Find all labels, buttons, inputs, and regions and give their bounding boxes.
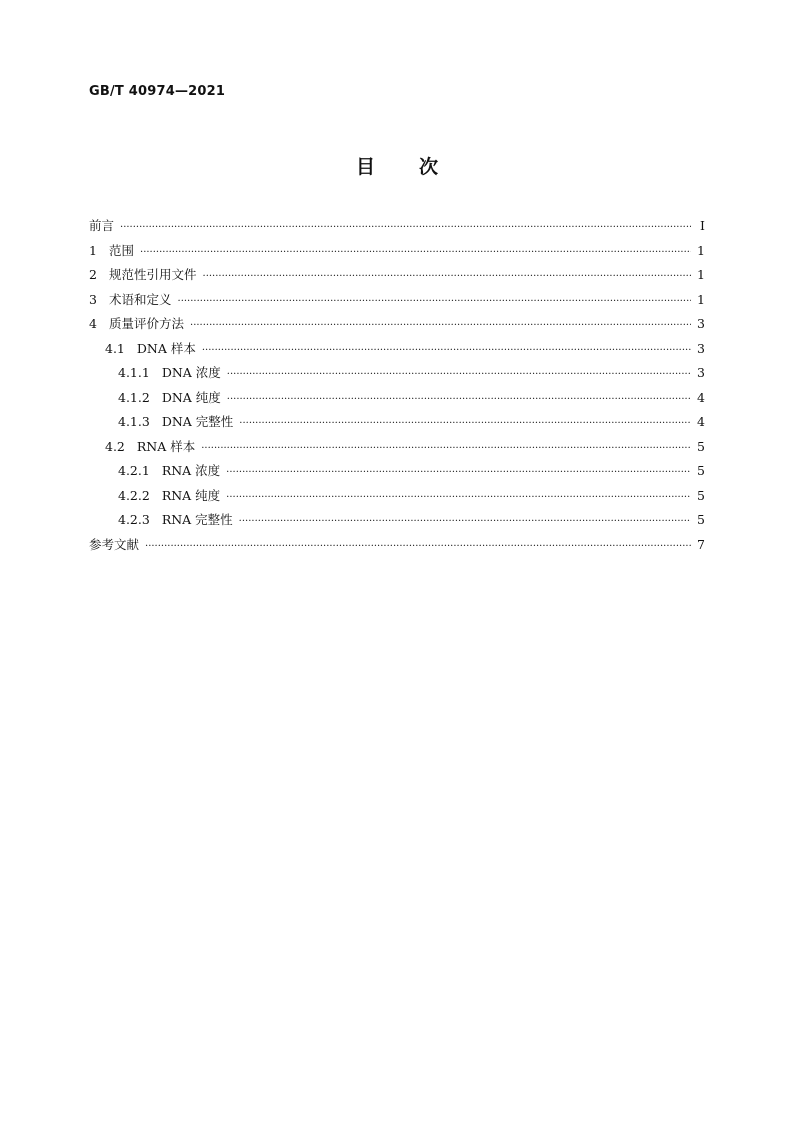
toc-entry-number: 4.2.3 [118, 512, 150, 527]
toc-entry-label: 前言 [89, 218, 115, 233]
toc-entry-2[interactable] [89, 265, 705, 290]
toc-entry-number: 4.1.3 [118, 414, 150, 429]
dot-leader [145, 541, 691, 552]
toc-entry-4-1-1[interactable] [89, 363, 705, 388]
toc-entry-number: 4.1.1 [118, 365, 150, 380]
toc-entry-number: 1 [89, 242, 97, 258]
toc-title-char-2: 次 [419, 156, 439, 178]
toc-entry-label: DNA 纯度 [161, 389, 221, 405]
toc-entry-page: 7 [697, 536, 705, 552]
dot-leader [239, 418, 691, 429]
dot-leader [190, 320, 691, 331]
dot-leader [178, 296, 691, 307]
toc-entry-label: 质量评价方法 [109, 316, 185, 331]
toc-entry-number: 4.2.2 [118, 487, 150, 503]
dot-leader [202, 345, 691, 356]
toc-entry-foreword[interactable] [89, 216, 705, 241]
toc-entry-page: 1 [697, 291, 705, 307]
dot-leader [227, 369, 691, 380]
toc-entry-label: DNA 样本 [136, 340, 196, 356]
toc-entry-number: 4.2.1 [118, 463, 150, 478]
toc-entry-number: 4 [89, 316, 97, 331]
toc-entry-number: 4.1.2 [118, 389, 150, 405]
dot-leader [226, 492, 691, 503]
document-code: GB/T 40974—2021 [89, 84, 226, 99]
toc-entry-label: 范围 [109, 242, 135, 258]
toc-entry-4-1[interactable] [89, 339, 705, 364]
toc-entry-1[interactable] [89, 241, 705, 266]
toc-entry-4-1-2[interactable] [89, 388, 705, 413]
toc-entry-page: 3 [697, 340, 705, 356]
toc-entry-page: Ⅰ [700, 218, 705, 233]
toc-entry-label: 术语和定义 [109, 291, 172, 307]
toc-entry-page: 5 [697, 438, 705, 454]
dot-leader [239, 516, 691, 527]
toc-entry-4-1-3[interactable] [89, 412, 705, 437]
toc-entry-page: 5 [697, 463, 705, 478]
toc-entry-number: 4.2 [105, 438, 125, 454]
toc-entry-label: 规范性引用文件 [109, 267, 197, 282]
dot-leader [140, 247, 691, 258]
toc-entry-number: 4.1 [105, 340, 125, 356]
toc-entry-page: 4 [697, 414, 705, 429]
toc-title-char-1: 目 [355, 156, 375, 178]
dot-leader [201, 443, 691, 454]
toc-entry-page: 5 [697, 487, 705, 503]
toc-entry-4-2[interactable] [89, 437, 705, 462]
toc-entry-label: DNA 完整性 [161, 414, 234, 429]
toc-entry-page: 3 [697, 316, 705, 331]
toc-entry-page: 1 [697, 242, 705, 258]
toc-entry-page: 5 [697, 512, 705, 527]
dot-leader [120, 222, 691, 233]
dot-leader [203, 271, 691, 282]
toc-entry-label: RNA 浓度 [161, 463, 221, 478]
dot-leader [226, 467, 691, 478]
toc-entry-4-2-1[interactable] [89, 461, 705, 486]
toc-entry-page: 1 [697, 267, 705, 282]
toc-entry-label: RNA 纯度 [161, 487, 221, 503]
toc-entry-4[interactable] [89, 314, 705, 339]
table-of-contents [89, 216, 705, 559]
toc-entry-label: 参考文献 [89, 536, 140, 552]
toc-entry-4-2-3[interactable] [89, 510, 705, 535]
toc-entry-4-2-2[interactable] [89, 486, 705, 511]
dot-leader [227, 394, 691, 405]
toc-entry-number: 2 [89, 267, 97, 282]
toc-entry-label: RNA 完整性 [161, 512, 233, 527]
toc-entry-page: 4 [697, 389, 705, 405]
toc-entry-label: DNA 浓度 [161, 365, 221, 380]
toc-entry-references[interactable] [89, 535, 705, 560]
toc-title [0, 152, 794, 178]
toc-entry-3[interactable] [89, 290, 705, 315]
toc-entry-label: RNA 样本 [136, 438, 196, 454]
toc-entry-page: 3 [697, 365, 705, 380]
toc-entry-number: 3 [89, 291, 97, 307]
